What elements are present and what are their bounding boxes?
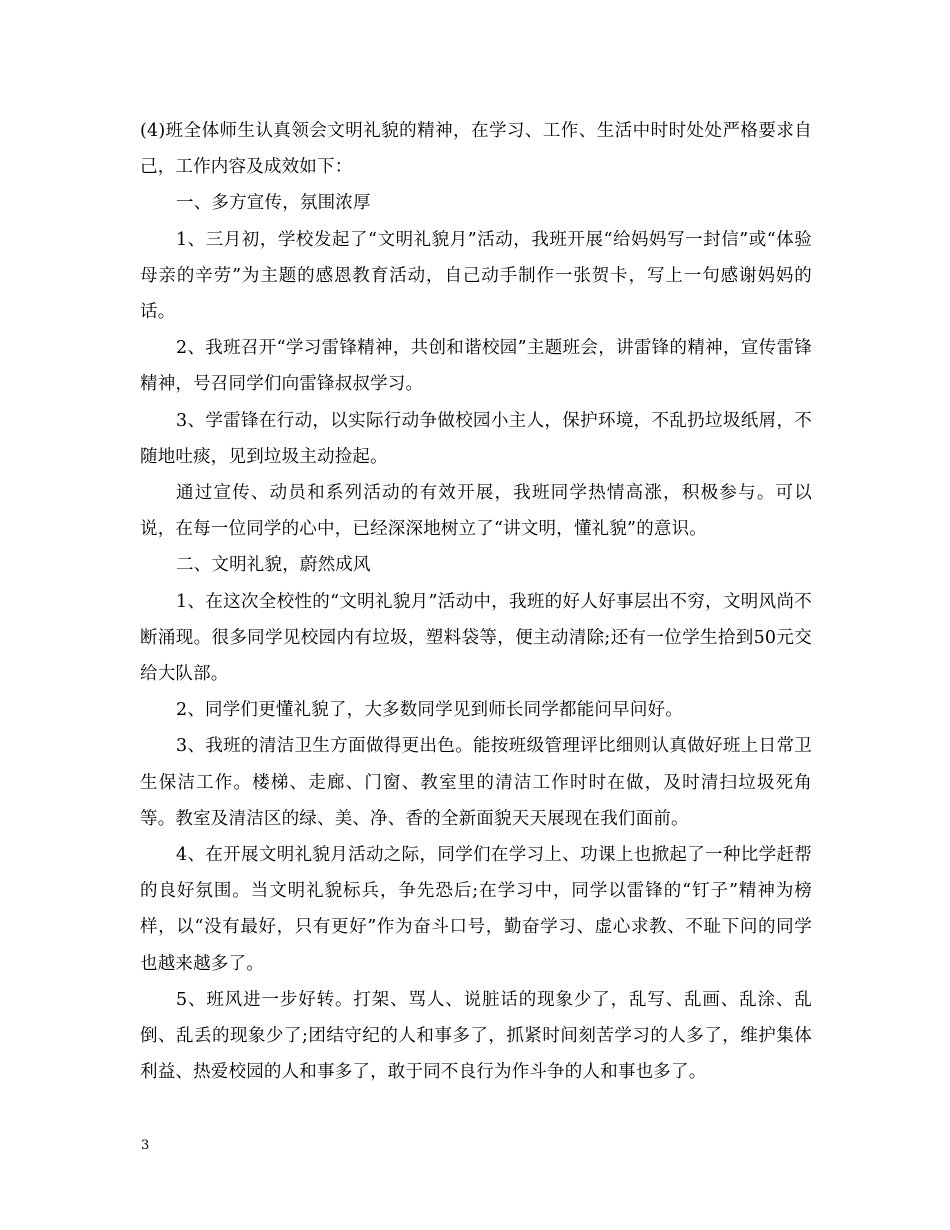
paragraph-item: 3、我班的清洁卫生方面做得更出色。能按班级管理评比细则认真做好班上日常卫生保洁工作。楼梯、走廊、门窗、教室里的清洁工作时时在做，及时清扫垃圾死角等。教室及清洁区的绿、美、净、香的全新面貌天天展现在我们面前。 xyxy=(140,736,812,829)
paragraph-item: 2、我班召开“学习雷锋精神，共创和谐校园”主题班会，讲雷锋的精神，宣传雷锋精神，号召同学们向雷锋叔叔学习。 xyxy=(140,338,812,395)
paragraph-summary: 通过宣传、动员和系列活动的有效开展，我班同学热情高涨，积极参与。可以说，在每一位同学的心中，已经深深地树立了“讲文明，懂礼貌”的意识。 xyxy=(140,483,812,540)
paragraph-intro: (4)班全体师生认真领会文明礼貌的精神，在学习、工作、生活中时时处处严格要求自己，工作内容及成效如下： xyxy=(140,121,812,178)
page-number: 3 xyxy=(141,1138,150,1153)
section-heading-publicity: 一、多方宣传，氛围浓厚 xyxy=(176,193,371,214)
paragraph-item: 5、班风进一步好转。打架、骂人、说脏话的现象少了，乱写、乱画、乱涂、乱倒、乱丢的现象少了;团结守纪的人和事多了，抓紧时间刻苦学习的人多了，维护集体利益、热爱校园的人和事多了，敢于同不良行为作斗争的人和事也多了。 xyxy=(140,989,812,1083)
paragraph-item: 1、在这次全校性的“文明礼貌月”活动中，我班的好人好事层出不穷，文明风尚不断涌现。很多同学见校园内有垃圾，塑料袋等，便主动清除;还有一位学生拾到50元交给大队部。 xyxy=(140,591,812,685)
section-heading-courtesy: 二、文明礼貌，蔚然成风 xyxy=(176,555,371,576)
paragraph-item: 4、在开展文明礼貌月活动之际，同学们在学习上、功课上也掀起了一种比学赶帮的良好氛围。当文明礼貌标兵，争先恐后;在学习中，同学以雷锋的“钉子”精神为榜样，以“没有最好，只有更好”作为奋斗口号，勤奋学习、虚心求教、不耻下问的同学也越来越多了。 xyxy=(140,845,812,974)
document-body xyxy=(140,113,812,1090)
paragraph-item: 1、三月初，学校发起了“文明礼貌月”活动，我班开展“给妈妈写一封信”或“体验母亲的辛劳”为主题的感恩教育活动，自己动手制作一张贺卡，写上一句感谢妈妈的话。 xyxy=(140,229,812,323)
paragraph-item: 3、学雷锋在行动，以实际行动争做校园小主人，保护环境，不乱扔垃圾纸屑，不随地吐痰，见到垃圾主动捡起。 xyxy=(140,410,812,467)
paragraph-item: 2、同学们更懂礼貌了，大多数同学见到师长同学都能问早问好。 xyxy=(176,700,683,721)
